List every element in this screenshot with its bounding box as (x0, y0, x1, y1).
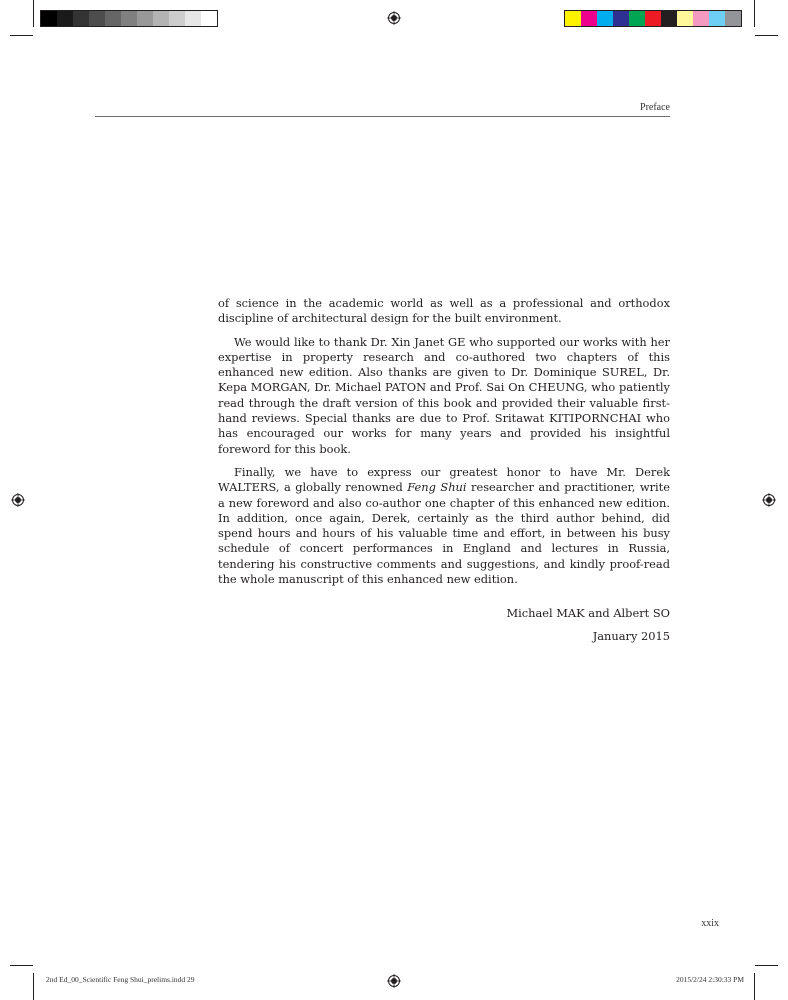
color-swatch (105, 11, 121, 26)
color-swatch (613, 11, 629, 26)
color-swatch (597, 11, 613, 26)
registration-mark-icon (387, 11, 401, 25)
crop-mark (10, 35, 33, 36)
color-swatch (709, 11, 725, 26)
crop-mark (33, 973, 34, 1000)
color-swatch (693, 11, 709, 26)
paragraph-text: Finally, we have to express our greatest honor to have Mr. Derek WALTERS, a globally renowned (218, 464, 670, 495)
registration-mark-icon (11, 493, 25, 507)
color-swatch (201, 11, 217, 26)
color-swatch (629, 11, 645, 26)
crop-mark (755, 35, 778, 36)
color-swatch (41, 11, 57, 26)
preface-body (218, 296, 670, 595)
signature-date: January 2015 (592, 629, 670, 643)
color-swatch-bar (564, 10, 742, 27)
gray-swatch-bar (40, 10, 218, 27)
running-head: Preface (640, 102, 670, 113)
color-swatch (677, 11, 693, 26)
paragraph: of science in the academic world as well as a professional and orthodox discipline of architectural design for the built environment. (218, 296, 670, 326)
registration-mark-icon (387, 974, 401, 988)
slug-timestamp: 2015/2/24 2:30:33 PM (676, 975, 744, 984)
color-swatch (121, 11, 137, 26)
color-swatch (661, 11, 677, 26)
page-number: xxix (701, 918, 719, 929)
color-swatch (645, 11, 661, 26)
color-swatch (565, 11, 581, 26)
slug-filename: 2nd Ed_00_Scientific Feng Shui_prelims.indd 29 (46, 975, 195, 984)
color-swatch (57, 11, 73, 26)
color-swatch (725, 11, 741, 26)
crop-mark (754, 0, 755, 27)
registration-mark-icon (762, 493, 776, 507)
crop-mark (754, 973, 755, 1000)
italic-term: Feng Shui (407, 480, 467, 495)
color-swatch (89, 11, 105, 26)
crop-mark (10, 965, 33, 966)
signature-authors: Michael MAK and Albert SO (506, 606, 670, 620)
paragraph-text: researcher and practitioner, write a new foreword and also co-author one chapter of this enhanced new edition. In addition, once again, Derek, certainly as the third author behind, did spend hours and hours of his valuable time and effort, in between his busy schedule of concert performances in England and lectures in Russia, tendering his constructive comments and suggestions, and kindly proof-read the whole manuscript of this enhanced new edition. (218, 480, 670, 587)
paragraph (218, 465, 670, 587)
paragraph: We would like to thank Dr. Xin Janet GE who supported our works with her expertise in property research and co-authored two chapters of this enhanced new edition. Also thanks are given to Dr. Dominique SUREL, Dr. Kepa MORGAN, Dr. Michael PATON and Prof. Sai On CHEUNG, who patiently read through the draft version of this book and provided their valuable first-hand reviews. Special thanks are due to Prof. Sritawat KITIPORNCHAI who has encouraged our works for many years and provided his insightful foreword for this book. (218, 334, 670, 456)
crop-mark (33, 0, 34, 27)
color-swatch (581, 11, 597, 26)
color-swatch (73, 11, 89, 26)
color-swatch (185, 11, 201, 26)
color-swatch (137, 11, 153, 26)
color-swatch (169, 11, 185, 26)
color-swatch (153, 11, 169, 26)
header-rule (95, 116, 670, 117)
crop-mark (755, 965, 778, 966)
